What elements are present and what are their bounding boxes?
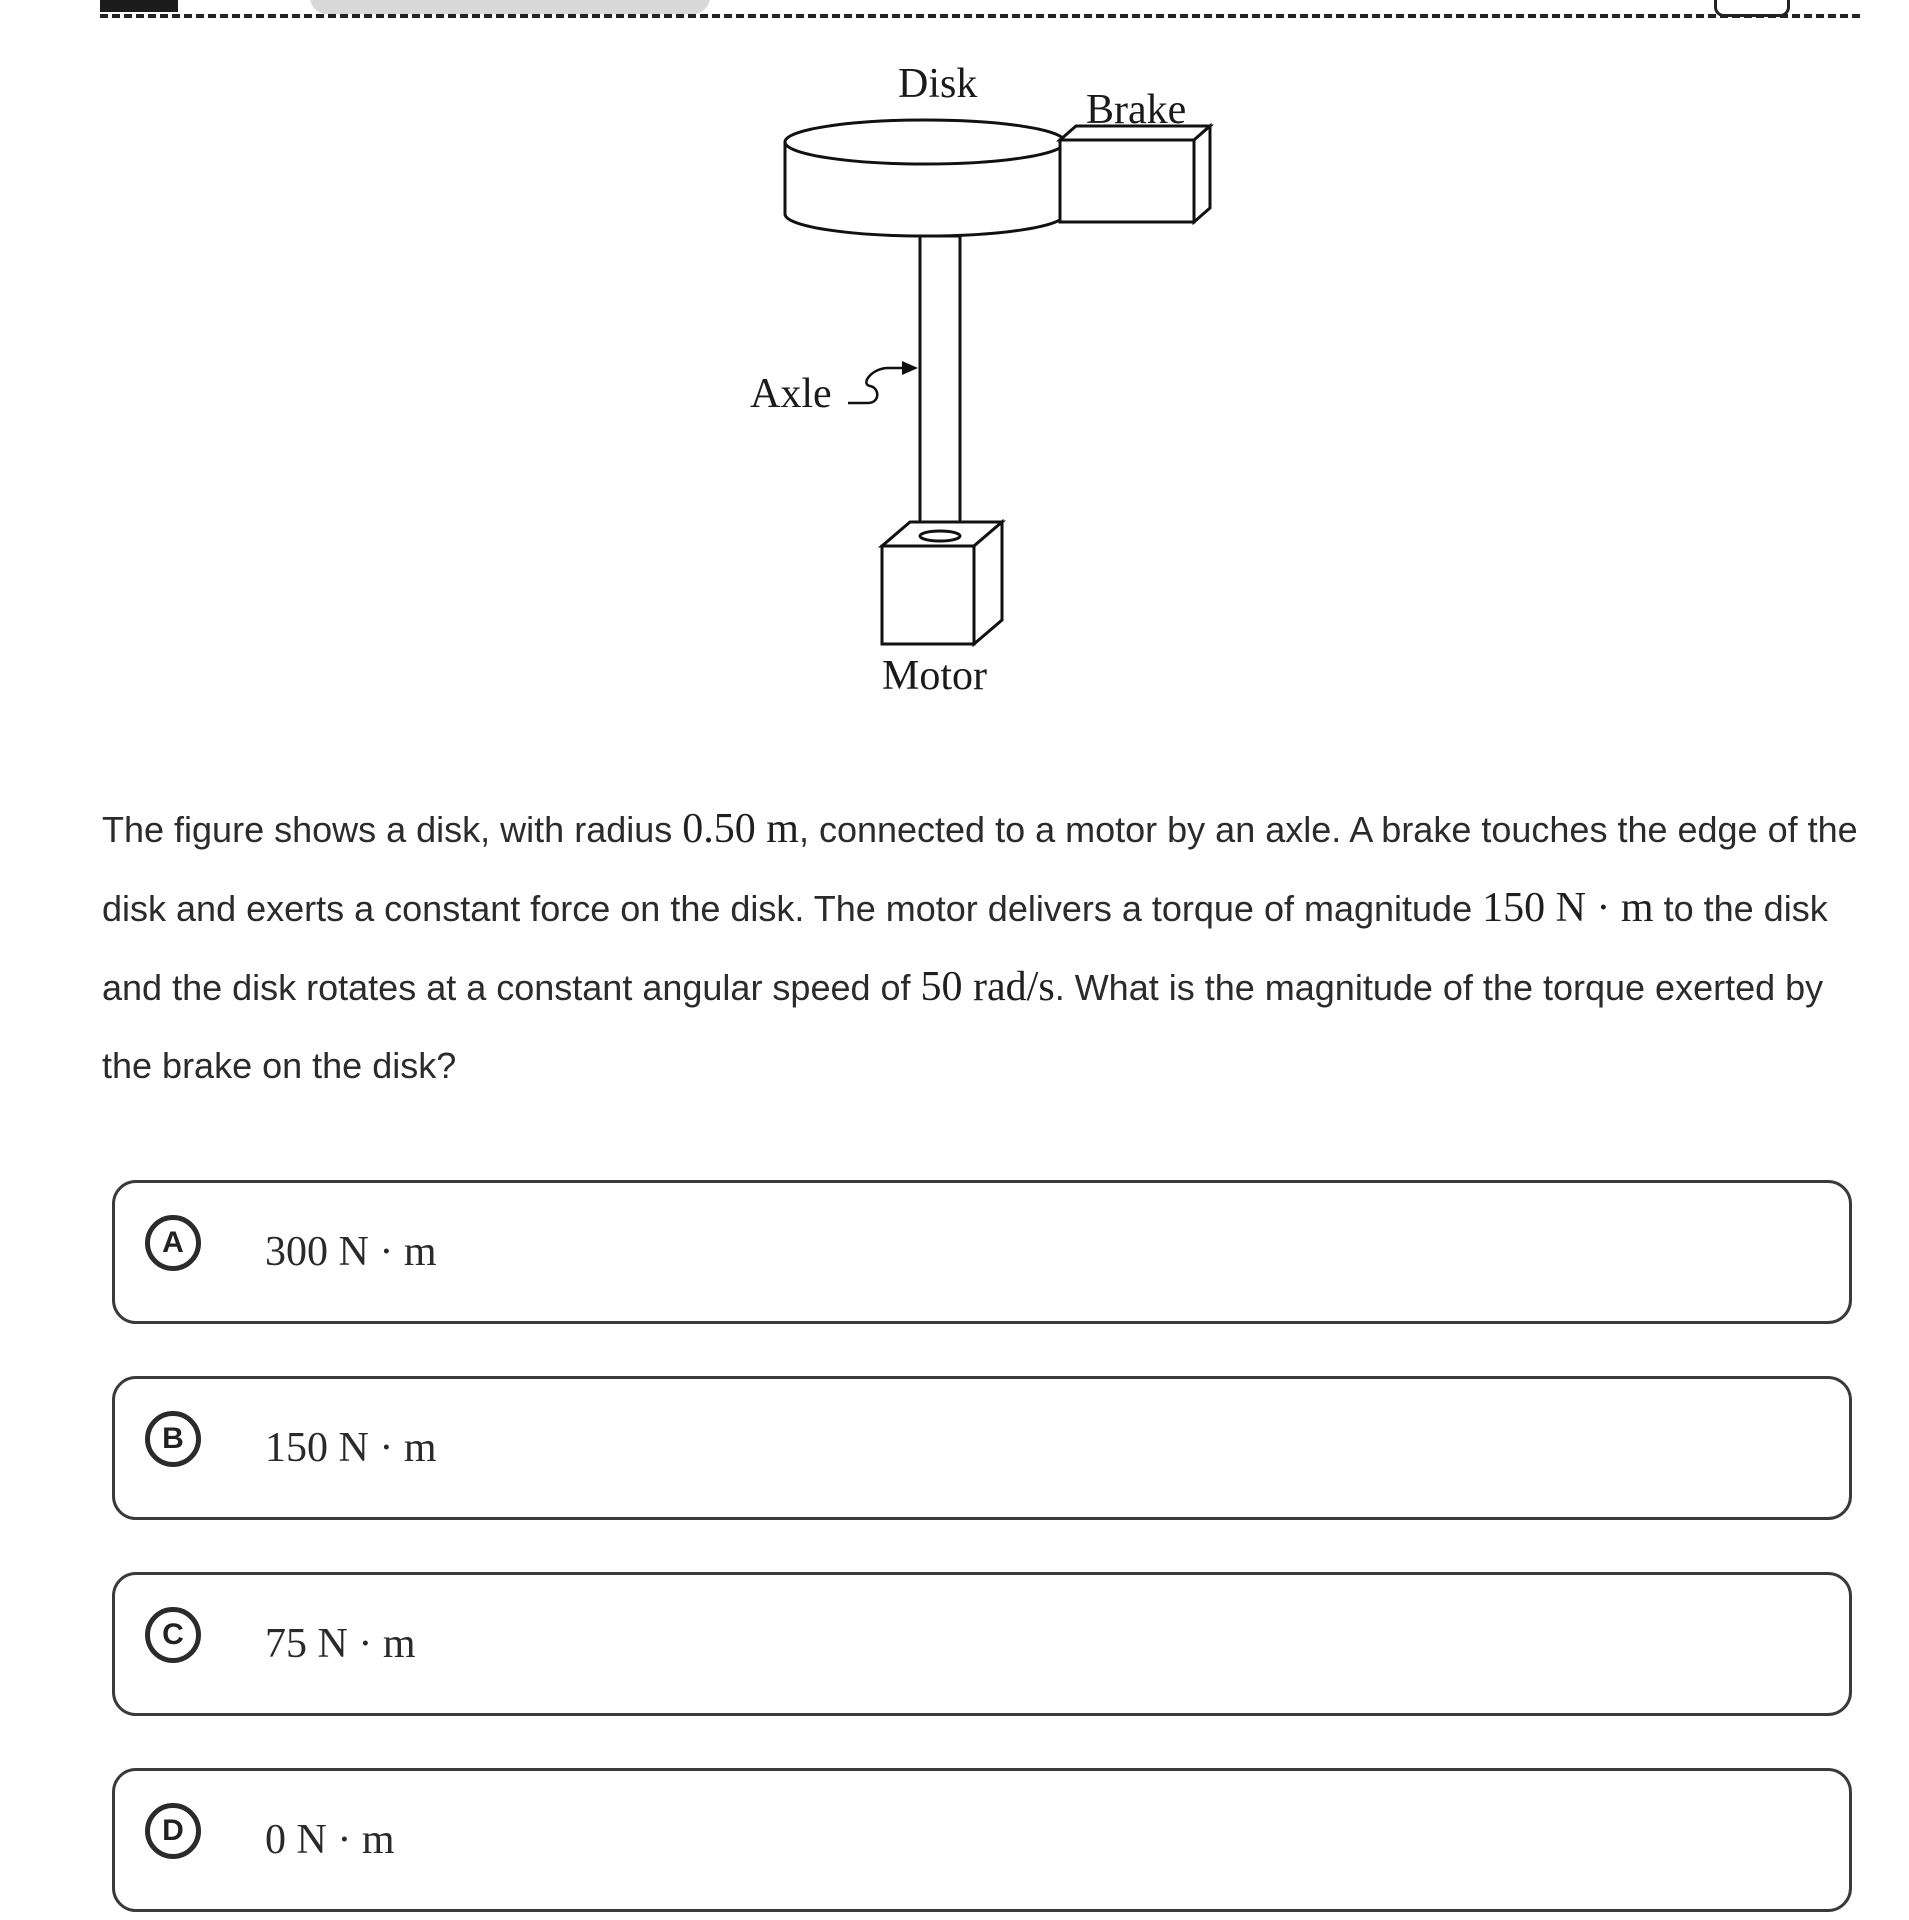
option-b-text: 150 N · m [265,1425,437,1471]
question-part-1: The figure shows a disk, with radius [102,809,683,850]
answer-option-a[interactable] [112,1180,1852,1324]
answer-option-d[interactable] [112,1768,1852,1912]
toolbar-pill[interactable] [310,0,710,14]
toolbar-right-tab[interactable] [1714,0,1790,17]
option-d-badge: D [145,1803,201,1859]
speed-value: 50 rad/s [920,964,1055,1010]
option-a-badge: A [145,1215,201,1271]
top-toolbar [100,0,1860,20]
brake-shape [1060,126,1210,222]
toolbar-left-block[interactable] [100,0,178,12]
option-c-badge: C [145,1607,201,1663]
option-c-text: 75 N · m [265,1621,416,1667]
axle-label: Axle [750,371,832,417]
axle-pointer-arrow [848,361,918,403]
question-text [102,790,1862,1105]
radius-value: 0.50 m [682,806,799,852]
disk-label: Disk [898,61,978,107]
answer-option-b[interactable] [112,1376,1852,1520]
torque-value: 150 N · m [1482,885,1654,931]
axle-shape [920,236,960,543]
toolbar-divider [100,14,1860,18]
brake-label: Brake [1086,87,1187,133]
question-part-4: . What is the magnitude of the torque exerted by the brake on the disk? [102,967,1824,1086]
option-a-text: 300 N · m [265,1229,437,1275]
option-d-text: 0 N · m [265,1817,395,1863]
disk-shape [785,120,1065,236]
question-part-2: , connected to a motor by an axle. A brake touches the edge of the disk and exerts a constant force on the disk. The motor delivers a torque of magnitude [102,809,1858,929]
answer-option-c[interactable] [112,1572,1852,1716]
option-b-badge: B [145,1411,201,1467]
motor-label: Motor [882,653,987,699]
motor-shape [882,522,1002,644]
disk-brake-figure [730,50,1270,720]
question-part-3: to the disk and the disk rotates at a constant angular speed of [102,888,1828,1008]
